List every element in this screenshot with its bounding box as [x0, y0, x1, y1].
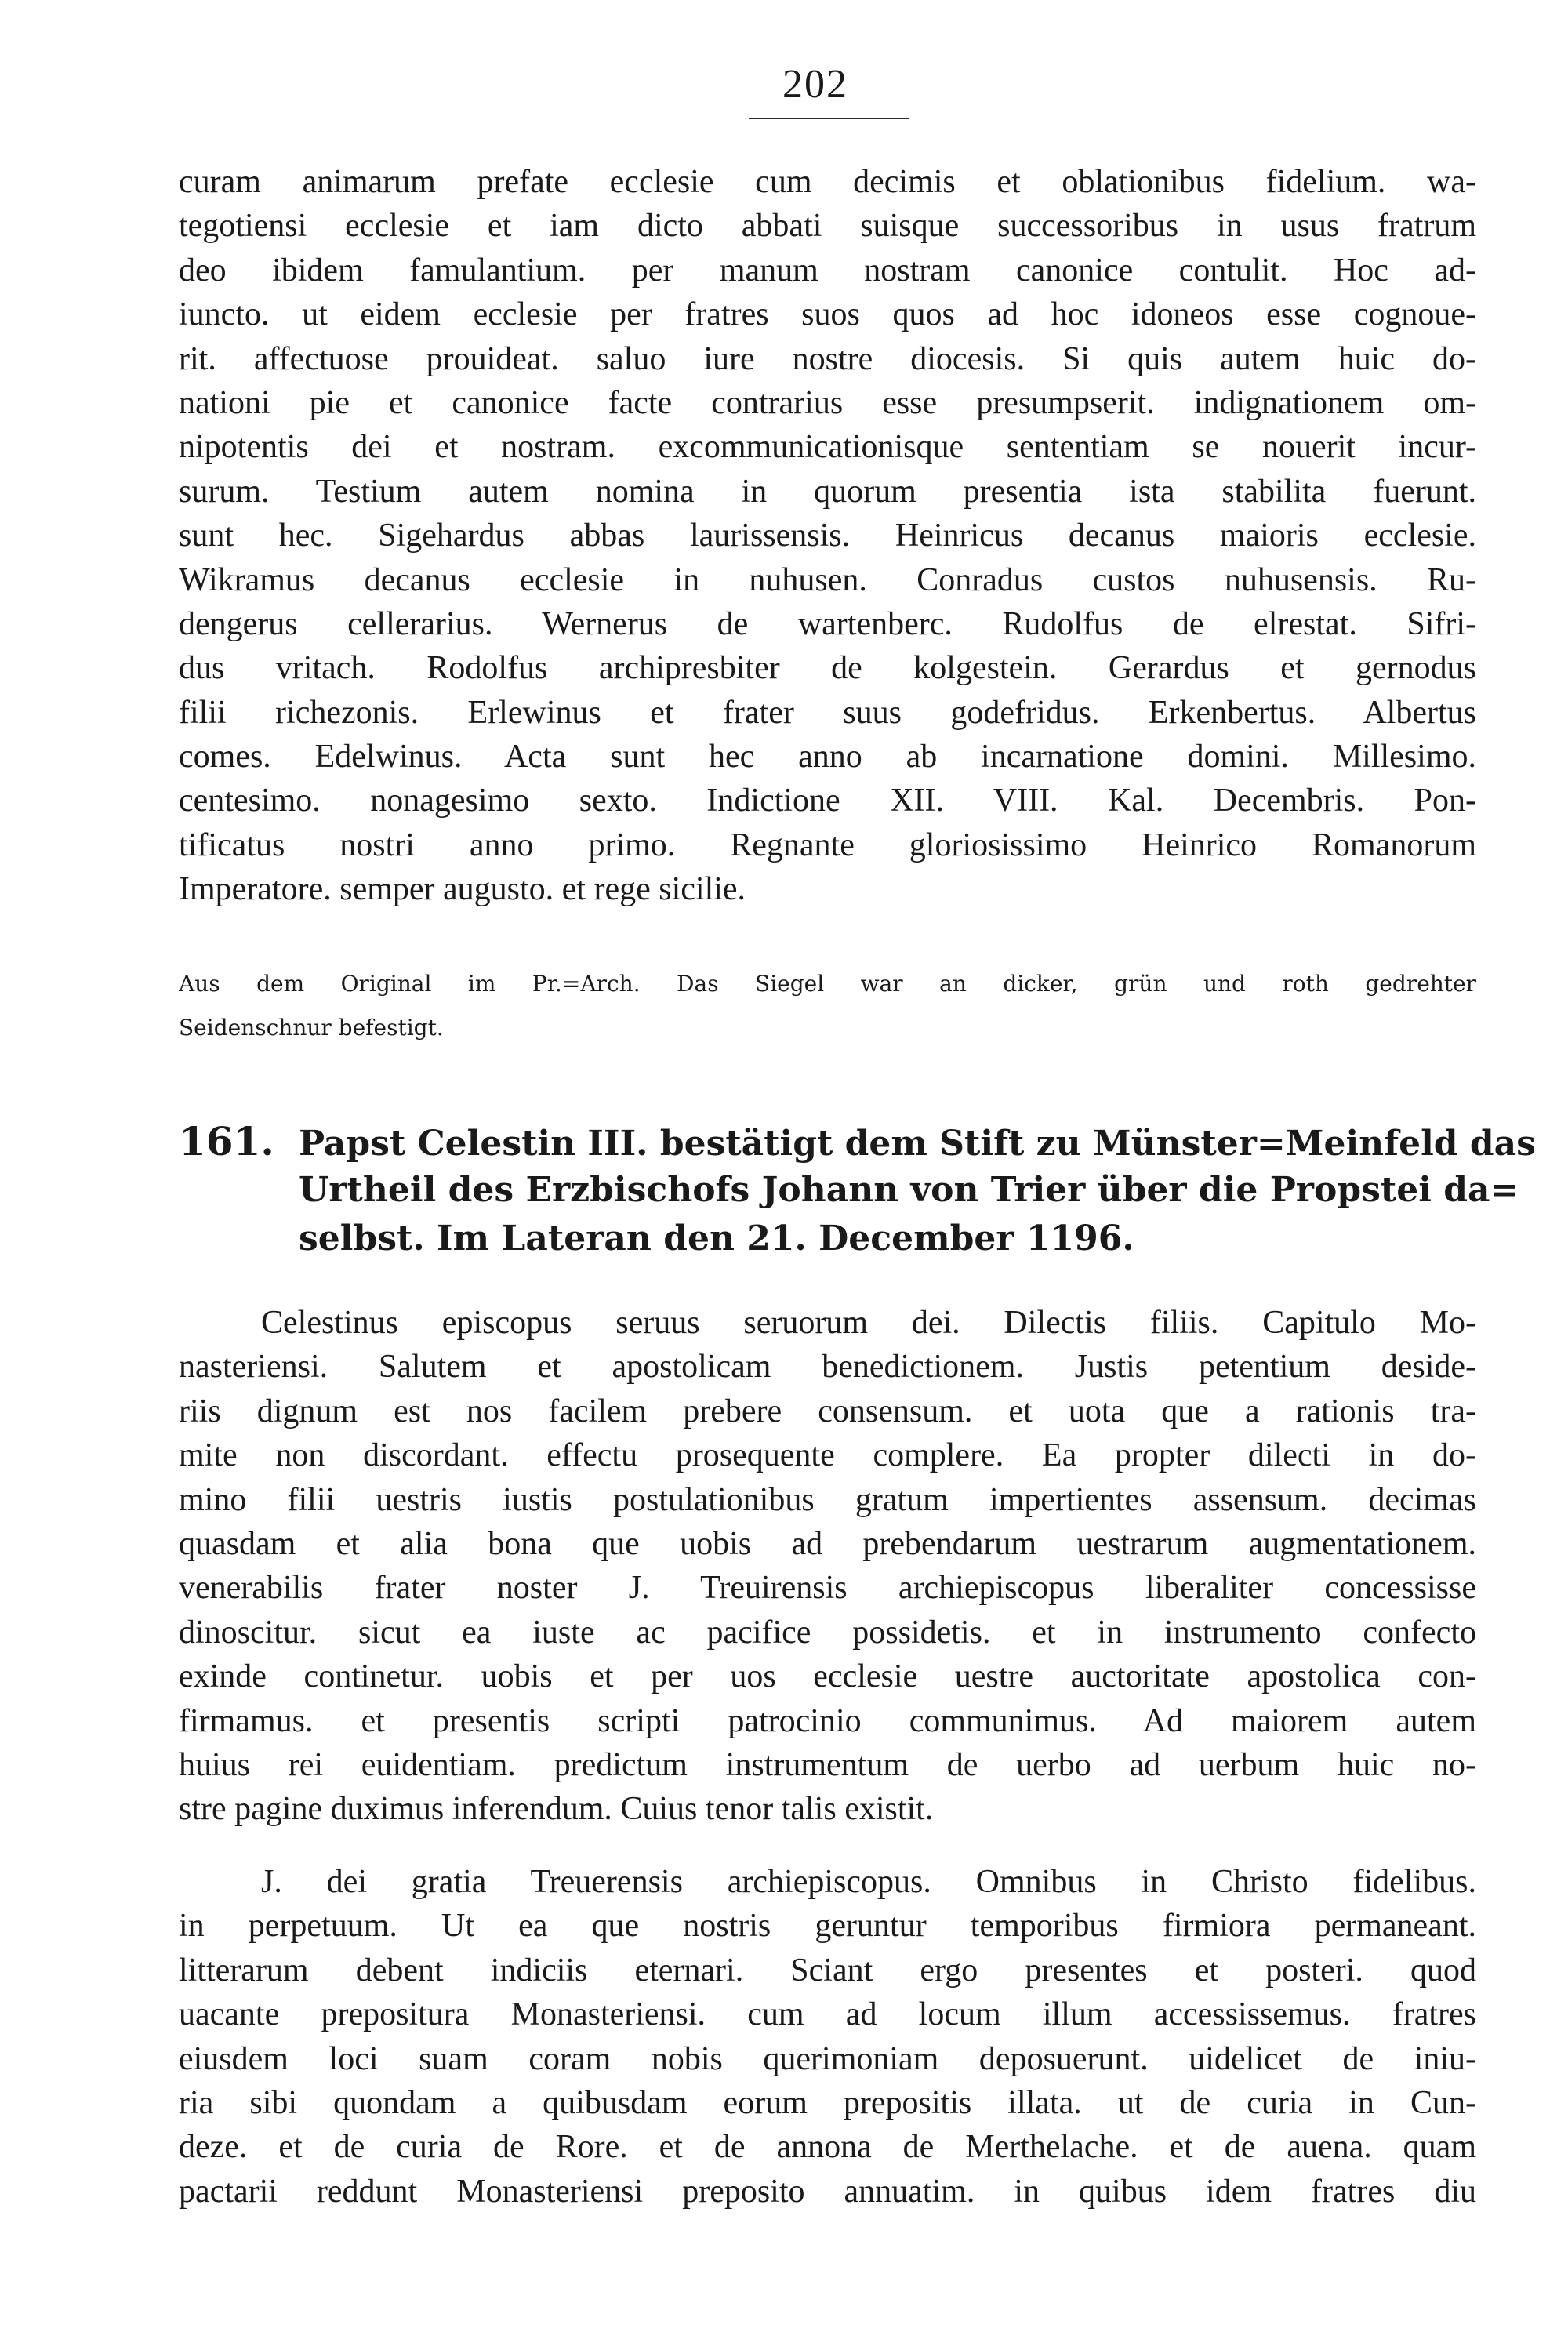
- text-line: litterarum debent indiciis eternari. Sciant ergo presentes et posteri. quod: [179, 1952, 1476, 1989]
- text-line: in perpetuum. Ut ea que nostris geruntur temporibus firmiora permaneant.: [179, 1908, 1476, 1945]
- heading-line: [179, 1117, 1536, 1166]
- text-line: riis dignum est nos facilem prebere consensum. et uota que a rationis tra-: [179, 1393, 1476, 1429]
- text-line: nasteriensi. Salutem et apostolicam benedictionem. Justis petentium deside-: [179, 1349, 1476, 1386]
- text-line: rit. affectuose prouideat. saluo iure nostre diocesis. Si quis autem huic do-: [179, 340, 1476, 377]
- text-line: curam animarum prefate ecclesie cum decimis et oblationibus fidelium. wa-: [179, 164, 1476, 200]
- text-line: Celestinus episcopus seruus seruorum dei. Dilectis filiis. Capitulo Mo-: [261, 1305, 1476, 1341]
- text-line: Imperatore. semper augusto. et rege sicilie.: [179, 871, 746, 908]
- heading-line: selbst. Im Lateran den 21. December 1196.: [299, 1219, 1134, 1259]
- papal-letter-text: [179, 1301, 1476, 1832]
- charter-continuation-text: [179, 160, 1476, 912]
- source-note: [179, 962, 1476, 1050]
- archbishop-instrument-text: [179, 1860, 1476, 2214]
- text-line: dinoscitur. sicut ea iuste ac pacifice possidetis. et in instrumento confecto: [179, 1614, 1476, 1651]
- text-line: huius rei euidentiam. predictum instrumentum de uerbo ad uerbum huic no-: [179, 1746, 1476, 1783]
- document-number: 161.: [179, 1118, 274, 1164]
- text-line: mite non discordant. effectu prosequente complere. Ea propter dilecti in do-: [179, 1437, 1476, 1474]
- heading-line: Urtheil des Erzbischofs Johann von Trier über die Propstei da=: [299, 1170, 1519, 1210]
- text-line: dengerus cellerarius. Wernerus de wartenberc. Rudolfus de elrestat. Sifri-: [179, 605, 1476, 642]
- text-line: firmamus. et presentis scripti patrocinio communimus. Ad maiorem autem: [179, 1702, 1476, 1739]
- text-line: surum. Testium autem nomina in quorum presentia ista stabilita fuerunt.: [179, 473, 1476, 510]
- text-line: comes. Edelwinus. Acta sunt hec anno ab incarnatione domini. Millesimo.: [179, 739, 1476, 775]
- document-heading: [179, 1117, 1536, 1263]
- text-line: quasdam et alia bona que uobis ad prebendarum uestrarum augmentationem.: [179, 1525, 1476, 1562]
- text-line: nipotentis dei et nostram. excommunicationisque sententiam se nouerit incur-: [179, 429, 1476, 466]
- text-line: mino filii uestris iustis postulationibus gratum impertientes assensum. decimas: [179, 1481, 1476, 1518]
- text-line: deo ibidem famulantium. per manum nostram canonice contulit. Hoc ad-: [179, 252, 1476, 289]
- note-line: Seidenschnur befestigt.: [179, 1015, 444, 1041]
- text-line: tegotiensi ecclesie et iam dicto abbati suisque successoribus in usus fratrum: [179, 208, 1476, 245]
- text-line: ria sibi quondam a quibusdam eorum prepositis illata. ut de curia in Cun-: [179, 2084, 1476, 2121]
- heading-text: Papst Celestin III. bestätigt dem Stift zu Münster=Meinfeld das: [299, 1124, 1536, 1164]
- text-line: venerabilis frater noster J. Treuirensis archiepiscopus liberaliter concessisse: [179, 1570, 1476, 1607]
- text-line: tificatus nostri anno primo. Regnante gloriosissimo Heinrico Romanorum: [179, 826, 1476, 863]
- note-line: Aus dem Original im Pr.=Arch. Das Siegel war an dicker, grün und roth gedrehter: [179, 971, 1476, 997]
- text-line: nationi pie et canonice facte contrarius esse presumpserit. indignationem om-: [179, 384, 1476, 421]
- text-line: stre pagine duximus inferendum. Cuius tenor talis existit.: [179, 1791, 934, 1828]
- text-line: pactarii reddunt Monasteriensi preposito annuatim. in quibus idem fratres diu: [179, 2173, 1476, 2210]
- text-line: iuncto. ut eidem ecclesie per fratres suos quos ad hoc idoneos esse cognoue-: [179, 296, 1476, 333]
- text-line: deze. et de curia de Rore. et de annona de Merthelache. et de auena. quam: [179, 2129, 1476, 2166]
- text-line: eiusdem loci suam coram nobis querimoniam deposuerunt. uidelicet de iniu-: [179, 2040, 1476, 2077]
- text-line: exinde continetur. uobis et per uos ecclesie uestre auctoritate apostolica con-: [179, 1658, 1476, 1695]
- text-line: filii richezonis. Erlewinus et frater suus godefridus. Erkenbertus. Albertus: [179, 694, 1476, 731]
- page-number: 202: [782, 62, 848, 107]
- text-line: dus vritach. Rodolfus archipresbiter de kolgestein. Gerardus et gernodus: [179, 650, 1476, 687]
- page-number-rule: [749, 118, 909, 119]
- text-line: sunt hec. Sigehardus abbas laurissensis. Heinricus decanus maioris ecclesie.: [179, 518, 1476, 554]
- text-line: Wikramus decanus ecclesie in nuhusen. Conradus custos nuhusensis. Ru-: [179, 561, 1476, 598]
- text-line: centesimo. nonagesimo sexto. Indictione XII. VIII. Kal. Decembris. Pon-: [179, 783, 1476, 819]
- text-line: J. dei gratia Treuerensis archiepiscopus. Omnibus in Christo fidelibus.: [261, 1864, 1476, 1900]
- text-line: uacante prepositura Monasteriensi. cum ad locum illum accessissemus. fratres: [179, 1996, 1476, 2033]
